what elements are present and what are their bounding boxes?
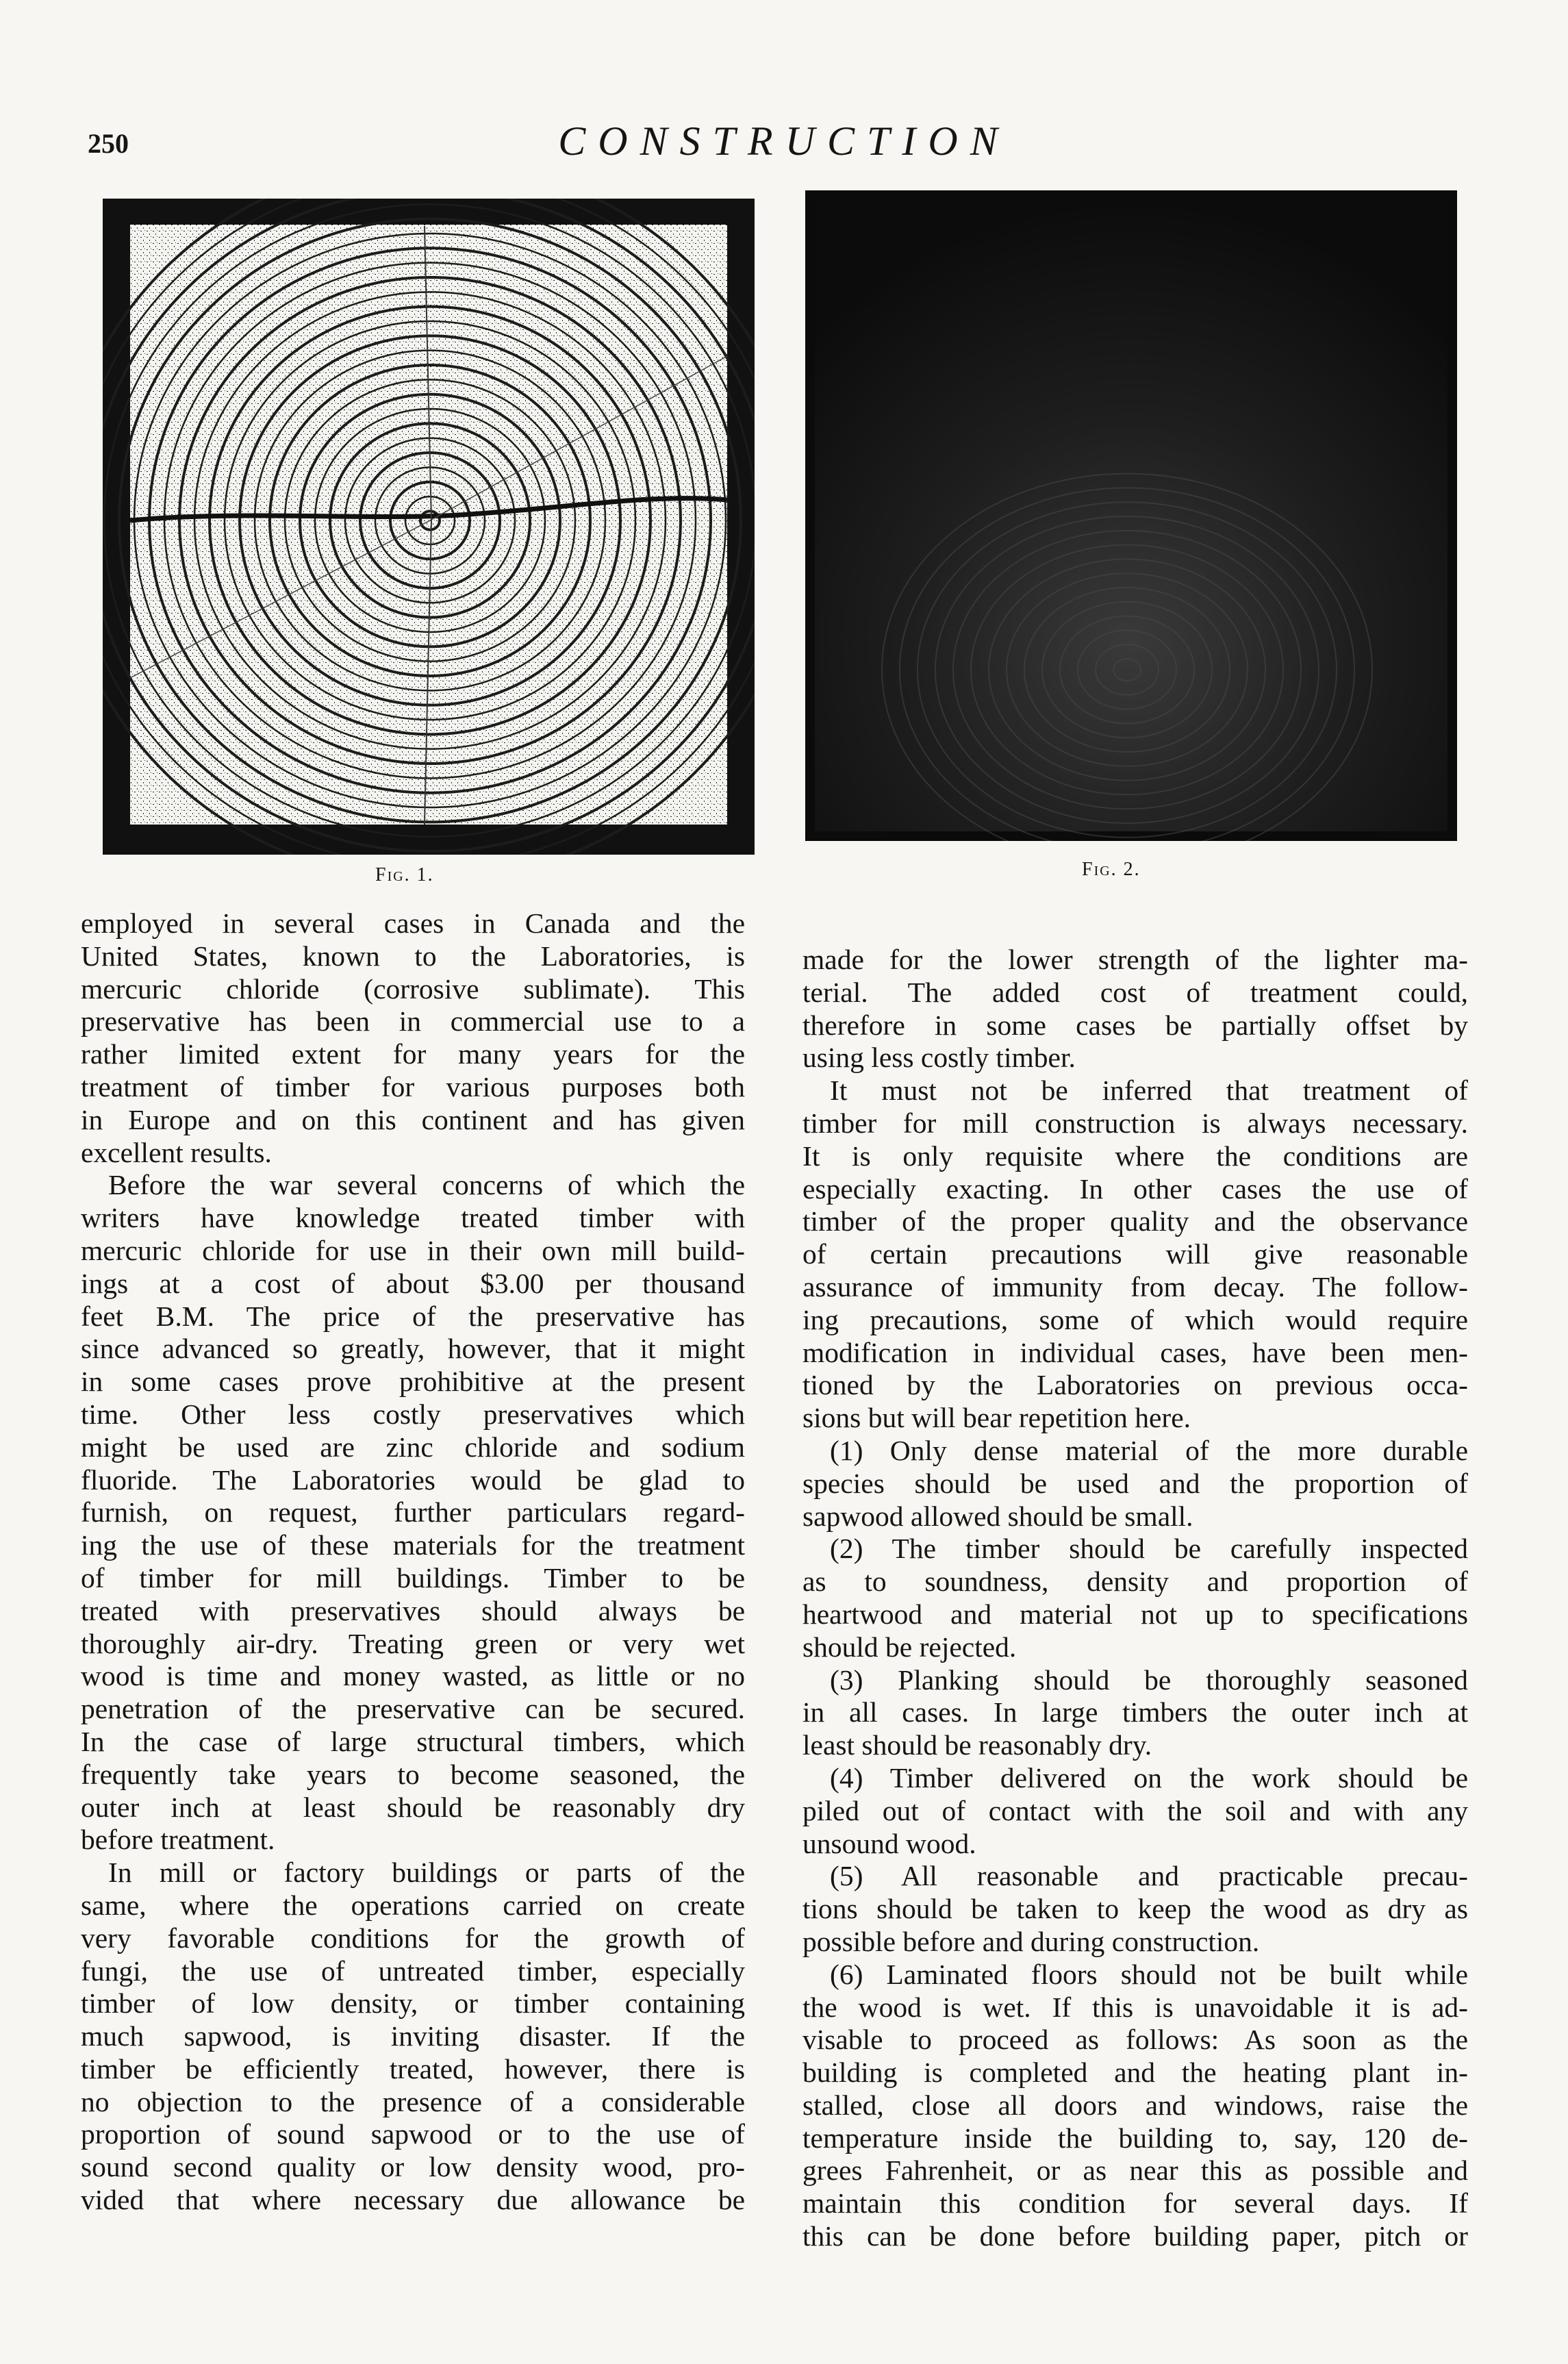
treated-timber-image	[805, 190, 1457, 841]
text-line: using less costly timber.	[802, 1042, 1076, 1074]
text-line: piled out of contact with the soil and with any	[802, 1794, 1468, 1826]
text-line: rather limited extent for many years for the	[81, 1038, 745, 1070]
text-line: It must not be inferred that treatment of	[830, 1074, 1468, 1107]
text-line: in some cases prove prohibitive at the present	[81, 1366, 745, 1398]
text-line: therefore in some cases be partially offset by	[802, 1009, 1468, 1041]
text-line: tioned by the Laboratories on previous occa-	[802, 1369, 1468, 1401]
text-line: modification in individual cases, have been men-	[802, 1336, 1468, 1368]
text-line: timber for mill construction is always necessary.	[802, 1107, 1468, 1139]
text-line: feet B.M. The price of the preservative has	[81, 1300, 745, 1332]
text-line: Before the war several concerns of which the	[108, 1169, 745, 1201]
text-line: employed in several cases in Canada and the	[81, 907, 745, 939]
figure-1-caption: Fig. 1.	[375, 864, 434, 885]
text-line: penetration of the preservative can be secured.	[81, 1693, 745, 1725]
text-line: (2) The timber should be carefully inspected	[830, 1533, 1468, 1565]
running-title: CONSTRUCTION	[558, 118, 1010, 164]
text-line: no objection to the presence of a considerable	[81, 2085, 745, 2117]
text-line: ing precautions, some of which would require	[802, 1303, 1468, 1335]
figure-2-dark-timber-photo	[805, 190, 1457, 841]
text-line: timber be efficiently treated, however, there is	[81, 2052, 745, 2085]
text-line: temperature inside the building to, say, 120 de-	[802, 2122, 1468, 2154]
text-line: sions but will bear repetition here.	[802, 1402, 1191, 1434]
page-number: 250	[88, 128, 129, 159]
text-line: especially exacting. In other cases the use of	[802, 1172, 1468, 1205]
text-line: of timber for mill buildings. Timber to be	[81, 1561, 745, 1594]
text-line: proportion of sound sapwood or to the use of	[81, 2118, 745, 2150]
text-line: preservative has been in commercial use to a	[81, 1005, 745, 1038]
text-line: timber of the proper quality and the observance	[802, 1205, 1468, 1237]
text-line: outer inch at least should be reasonably dry	[81, 1791, 745, 1823]
text-line: might be used are zinc chloride and sodium	[81, 1431, 745, 1463]
text-line: treatment of timber for various purposes both	[81, 1070, 745, 1103]
left-text-column	[81, 907, 745, 2217]
text-line: visable to proceed as follows: As soon as the	[802, 2024, 1468, 2056]
text-line: possible before and during construction.	[802, 1925, 1260, 1957]
text-line: (5) All reasonable and practicable precau-	[830, 1860, 1468, 1892]
text-line: tions should be taken to keep the wood as dry as	[802, 1893, 1468, 1925]
text-line: (4) Timber delivered on the work should be	[830, 1761, 1468, 1794]
text-line: fluoride. The Laboratories would be glad to	[81, 1463, 745, 1496]
text-line: mercuric chloride (corrosive sublimate). This	[81, 972, 745, 1005]
text-line: the wood is wet. If this is unavoidable it is ad-	[802, 1991, 1468, 2023]
text-line: (1) Only dense material of the more durable	[830, 1434, 1468, 1466]
text-line: United States, known to the Laboratories, is	[81, 940, 745, 972]
text-line: of certain precautions will give reasonable	[802, 1238, 1468, 1270]
text-line: In the case of large structural timbers, which	[81, 1725, 745, 1757]
text-line: same, where the operations carried on create	[81, 1889, 745, 1921]
right-text-column	[802, 944, 1468, 2253]
text-line: In mill or factory buildings or parts of the	[108, 1857, 745, 1889]
text-line: sound second quality or low density wood, pro-	[81, 2151, 745, 2183]
text-line: wood is time and money wasted, as little or no	[81, 1660, 745, 1692]
text-line: It is only requisite where the conditions are	[802, 1140, 1468, 1172]
text-line: maintain this condition for several days. If	[802, 2187, 1468, 2220]
text-line: in Europe and on this continent and has given	[81, 1103, 745, 1135]
text-line: terial. The added cost of treatment could,	[802, 976, 1468, 1008]
text-line: heartwood and material not up to specifications	[802, 1598, 1468, 1630]
text-line: excellent results.	[81, 1136, 272, 1168]
text-line: (3) Planking should be thoroughly seasoned	[830, 1663, 1468, 1696]
text-line: assurance of immunity from decay. The follow-	[802, 1270, 1468, 1303]
text-line: this can be done before building paper, pitch or	[802, 2220, 1468, 2252]
text-line: timber of low density, or timber containing	[81, 1987, 745, 2020]
text-line: building is completed and the heating plant in-	[802, 2057, 1468, 2089]
text-line: thoroughly air-dry. Treating green or very wet	[81, 1627, 745, 1659]
text-line: furnish, on request, further particulars regard-	[81, 1496, 745, 1529]
text-line: ing the use of these materials for the treatment	[81, 1529, 745, 1561]
text-line: mercuric chloride for use in their own mill build-	[81, 1234, 745, 1266]
figure-2-caption: Fig. 2.	[1082, 859, 1141, 880]
text-line: grees Fahrenheit, or as near this as possible and	[802, 2154, 1468, 2187]
page-header	[0, 118, 1568, 173]
text-line: in all cases. In large timbers the outer inch at	[802, 1696, 1468, 1728]
text-line: vided that where necessary due allowance be	[81, 2184, 745, 2216]
text-line: should be rejected.	[802, 1631, 1017, 1663]
text-line: writers have knowledge treated timber with	[81, 1202, 745, 1234]
text-line: much sapwood, is inviting disaster. If the	[81, 2020, 745, 2052]
text-line: (6) Laminated floors should not be built while	[830, 1958, 1468, 1990]
text-line: made for the lower strength of the lighter ma-	[802, 944, 1468, 975]
text-line: since advanced so greatly, however, that it might	[81, 1333, 745, 1365]
text-line: ings at a cost of about $3.00 per thousand	[81, 1267, 745, 1299]
text-line: unsound wood.	[802, 1827, 976, 1859]
text-line: frequently take years to become seasoned, the	[81, 1758, 745, 1790]
text-line: very favorable conditions for the growth of	[81, 1922, 745, 1954]
text-line: fungi, the use of untreated timber, especially	[81, 1954, 745, 1987]
figure-1-tree-rings-photo	[103, 199, 755, 855]
tree-cross-section-image	[103, 199, 755, 855]
text-line: time. Other less costly preservatives which	[81, 1398, 745, 1430]
text-line: least should be reasonably dry.	[802, 1729, 1152, 1761]
text-line: sapwood allowed should be small.	[802, 1500, 1193, 1532]
text-line: species should be used and the proportion of	[802, 1467, 1468, 1499]
text-line: as to soundness, density and proportion of	[802, 1565, 1468, 1598]
text-line: stalled, close all doors and windows, raise the	[802, 2089, 1468, 2121]
text-line: before treatment.	[81, 1824, 275, 1856]
text-line: treated with preservatives should always be	[81, 1594, 745, 1626]
